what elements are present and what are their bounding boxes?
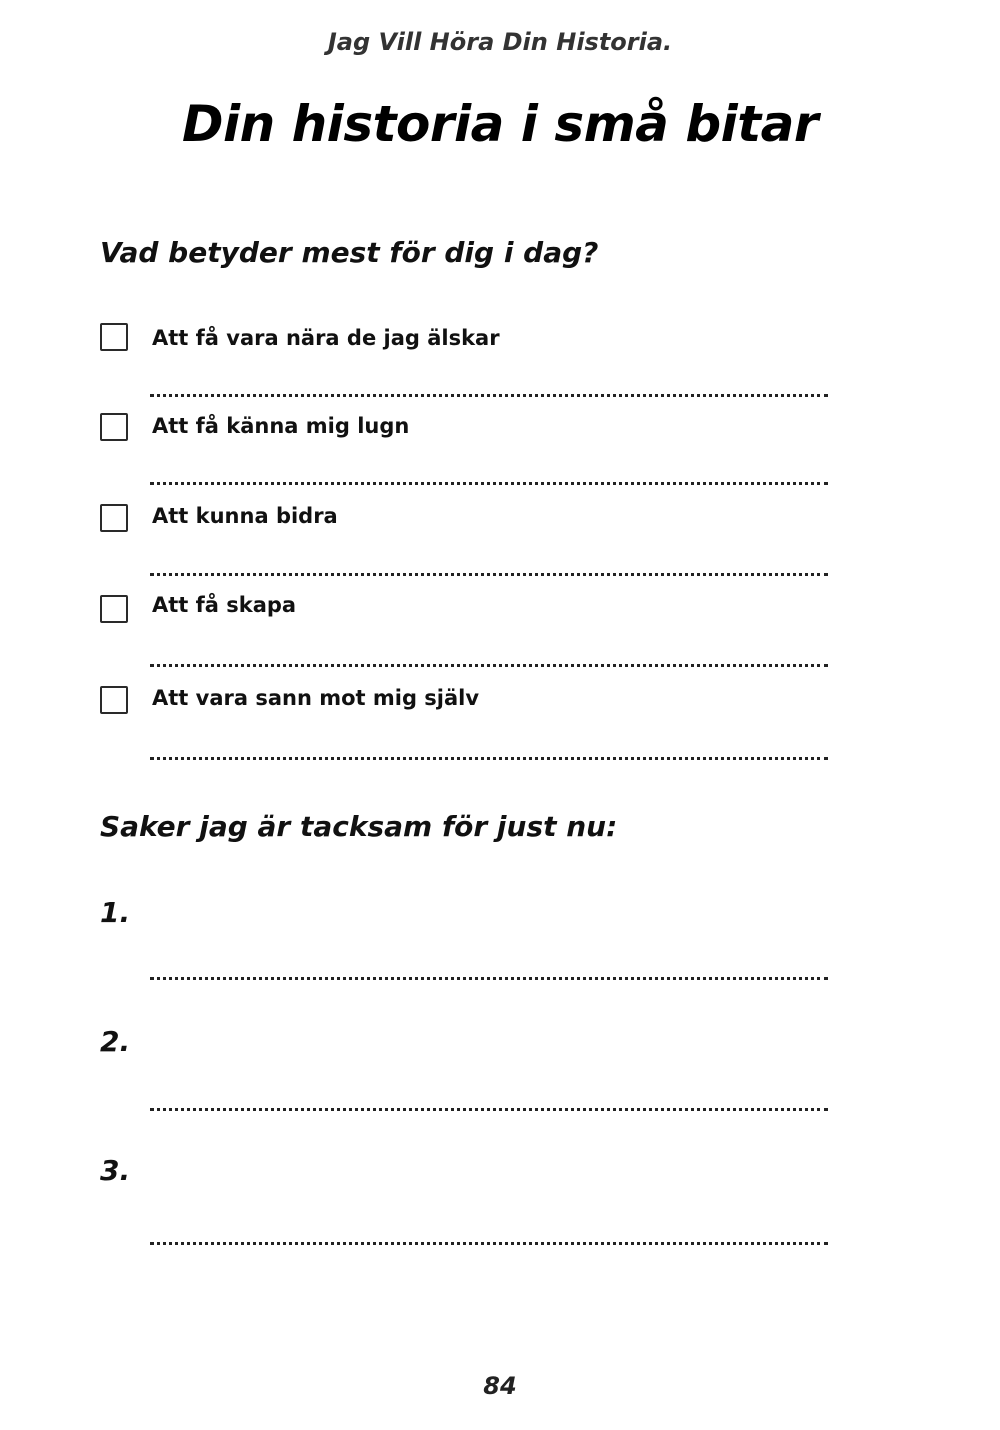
checkbox-option-5[interactable] xyxy=(100,686,128,714)
answer-line-option-4[interactable] xyxy=(150,664,828,667)
running-header: Jag Vill Höra Din Historia. xyxy=(327,28,673,56)
option-label-3: Att kunna bidra xyxy=(152,504,338,528)
checkbox-option-2[interactable] xyxy=(100,413,128,441)
checkbox-option-3[interactable] xyxy=(100,504,128,532)
option-label-4: Att få skapa xyxy=(152,593,297,617)
option-label-2: Att få känna mig lugn xyxy=(152,414,410,438)
gratitude-section-heading: Saker jag är tacksam för just nu: xyxy=(100,810,618,843)
page-title: Din historia i små bitar xyxy=(181,95,819,153)
option-label-1: Att få vara nära de jag älskar xyxy=(152,326,500,350)
gratitude-line-1[interactable] xyxy=(150,977,828,980)
gratitude-line-3[interactable] xyxy=(150,1242,828,1245)
page-number: 84 xyxy=(483,1372,517,1400)
gratitude-number-2: 2. xyxy=(100,1025,131,1058)
answer-line-option-1[interactable] xyxy=(150,394,828,397)
gratitude-number-1: 1. xyxy=(100,896,131,929)
checkbox-option-1[interactable] xyxy=(100,323,128,351)
checkbox-option-4[interactable] xyxy=(100,595,128,623)
gratitude-number-3: 3. xyxy=(100,1154,131,1187)
answer-line-option-3[interactable] xyxy=(150,573,828,576)
gratitude-line-2[interactable] xyxy=(150,1108,828,1111)
option-label-5: Att vara sann mot mig själv xyxy=(152,686,480,710)
answer-line-option-2[interactable] xyxy=(150,482,828,485)
values-section-heading: Vad betyder mest för dig i dag? xyxy=(100,236,599,269)
answer-line-option-5[interactable] xyxy=(150,757,828,760)
